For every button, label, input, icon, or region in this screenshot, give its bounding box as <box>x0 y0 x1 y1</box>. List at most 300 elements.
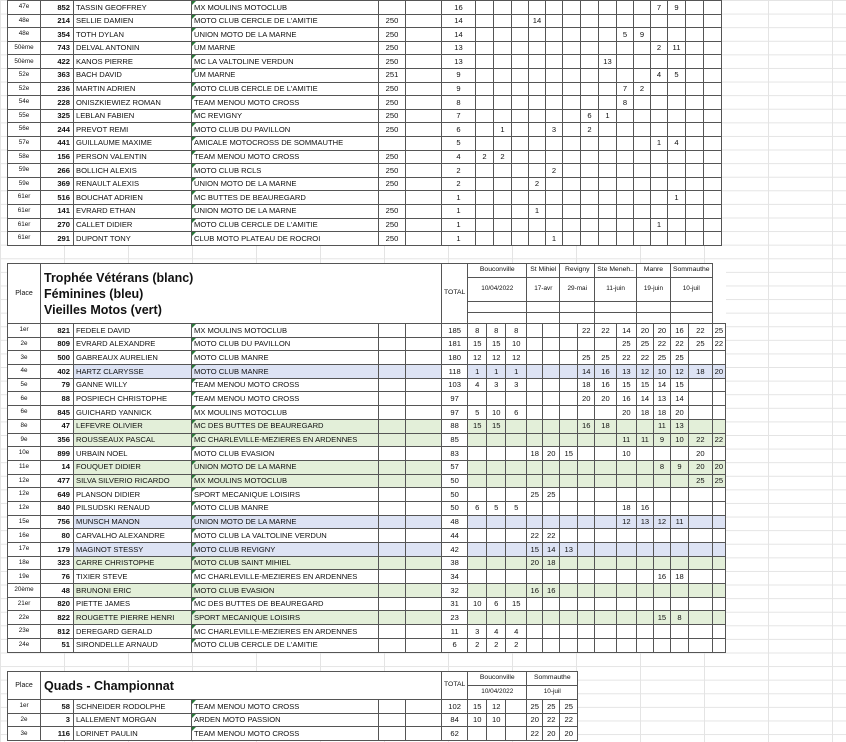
total-points: 6 <box>442 123 476 137</box>
points-cell <box>578 337 595 351</box>
points-cell <box>578 433 595 447</box>
empty-cell <box>406 218 442 232</box>
table-row <box>8 109 722 123</box>
points-cell <box>487 529 506 543</box>
rider-number: 266 <box>41 164 74 178</box>
points-cell: 25 <box>653 351 670 365</box>
total-points: 8 <box>442 96 476 110</box>
empty-cell <box>686 14 704 28</box>
points-cell <box>634 136 651 150</box>
points-cell: 10 <box>487 406 506 420</box>
rider-number: 156 <box>41 150 74 164</box>
points-cell <box>487 474 506 488</box>
empty-cell <box>406 460 442 474</box>
points-cell: 25 <box>560 700 578 714</box>
place-cell: 12e <box>8 474 41 488</box>
points-cell <box>506 584 527 598</box>
rider-number: 291 <box>41 232 74 246</box>
place-cell: 56e <box>8 123 41 137</box>
total-points: 50 <box>442 501 468 515</box>
place-cell: 1er <box>8 324 41 338</box>
points-cell <box>563 28 581 42</box>
points-cell: 5 <box>506 501 527 515</box>
total-points: 97 <box>442 392 468 406</box>
points-cell <box>668 28 686 42</box>
club-name: MC CHARLEVILLE-MEZIERES EN ARDENNES <box>192 625 379 639</box>
place-cell: 55e <box>8 109 41 123</box>
points-cell <box>599 164 617 178</box>
points-cell <box>578 447 595 461</box>
points-cell <box>636 570 653 584</box>
points-cell <box>595 638 616 652</box>
points-cell <box>617 232 634 246</box>
points-cell: 22 <box>712 433 725 447</box>
points-cell <box>712 392 725 406</box>
rider-number: 47 <box>41 419 74 433</box>
points-cell <box>581 150 599 164</box>
points-cell <box>653 625 670 639</box>
empty-cell <box>379 378 406 392</box>
points-cell: 9 <box>668 1 686 15</box>
club-name: UM MARNE <box>192 41 379 55</box>
points-cell: 6 <box>506 406 527 420</box>
rider-number: 840 <box>41 501 74 515</box>
empty-cell <box>704 136 722 150</box>
points-cell: 16 <box>670 324 688 338</box>
place-cell: 4e <box>8 365 41 379</box>
points-cell <box>581 1 599 15</box>
points-cell: 1 <box>494 123 512 137</box>
points-cell <box>543 337 560 351</box>
rider-number: 756 <box>41 515 74 529</box>
points-cell <box>617 41 634 55</box>
points-cell <box>634 150 651 164</box>
rider-number: 79 <box>41 378 74 392</box>
total-points: 181 <box>442 337 468 351</box>
points-cell: 1 <box>487 365 506 379</box>
points-cell <box>712 447 725 461</box>
points-cell <box>578 515 595 529</box>
points-cell <box>581 14 599 28</box>
points-cell <box>581 68 599 82</box>
points-cell: 22 <box>527 727 543 741</box>
empty-cell <box>406 727 442 741</box>
rider-number: 809 <box>41 337 74 351</box>
empty-cell <box>704 232 722 246</box>
points-cell <box>563 68 581 82</box>
points-cell: 22 <box>543 713 560 727</box>
points-cell: 2 <box>651 41 668 55</box>
total-header: TOTAL <box>442 672 468 700</box>
points-cell <box>546 136 563 150</box>
club-name: TEAM MENOU MOTO CROSS <box>192 96 379 110</box>
rider-name: PREVOT REMI <box>74 123 192 137</box>
table-row <box>8 529 726 543</box>
empty-cell <box>686 96 704 110</box>
points-cell <box>494 82 512 96</box>
points-cell <box>529 109 546 123</box>
points-cell: 22 <box>616 351 636 365</box>
cylinder-cell: 250 <box>379 177 406 191</box>
points-cell <box>487 584 506 598</box>
rider-name: EVRARD ETHAN <box>74 204 192 218</box>
points-cell <box>712 515 725 529</box>
points-cell <box>670 584 688 598</box>
rider-number: 852 <box>41 1 74 15</box>
points-cell <box>636 597 653 611</box>
points-cell <box>616 611 636 625</box>
points-cell <box>599 82 617 96</box>
rider-number: 354 <box>41 28 74 42</box>
points-cell <box>634 177 651 191</box>
points-cell <box>616 529 636 543</box>
points-cell: 22 <box>578 324 595 338</box>
points-cell <box>560 488 578 502</box>
empty-cell <box>686 164 704 178</box>
points-cell <box>546 204 563 218</box>
empty-cell <box>704 191 722 205</box>
points-cell <box>634 68 651 82</box>
total-points: 4 <box>442 150 476 164</box>
points-cell <box>617 55 634 69</box>
points-cell: 16 <box>527 584 543 598</box>
club-name: MX MOULINS MOTOCLUB <box>192 324 379 338</box>
club-name: MC LA VALTOLINE VERDUN <box>192 55 379 69</box>
points-cell <box>506 447 527 461</box>
points-cell <box>476 204 494 218</box>
rider-number: 141 <box>41 204 74 218</box>
points-cell: 18 <box>653 406 670 420</box>
rider-name: GANNE WILLY <box>74 378 192 392</box>
points-cell <box>578 488 595 502</box>
points-cell: 4 <box>651 68 668 82</box>
place-cell: 1er <box>8 700 41 714</box>
points-cell <box>468 447 487 461</box>
points-cell: 12 <box>653 515 670 529</box>
club-name: MC DES BUTTES DE BEAUREGARD <box>192 419 379 433</box>
club-name: MC REVIGNY <box>192 109 379 123</box>
place-cell: 48e <box>8 14 41 28</box>
points-cell <box>476 109 494 123</box>
empty-cell <box>406 501 442 515</box>
points-cell <box>494 164 512 178</box>
points-cell <box>712 625 725 639</box>
points-cell <box>543 324 560 338</box>
total-points: 6 <box>442 638 468 652</box>
points-cell: 22 <box>689 433 713 447</box>
empty-cell <box>379 625 406 639</box>
total-points: 16 <box>442 1 476 15</box>
empty-cell <box>406 164 442 178</box>
rider-number: 477 <box>41 474 74 488</box>
points-cell <box>543 406 560 420</box>
place-cell: 6e <box>8 406 41 420</box>
event-name: Sommauthe <box>670 264 712 278</box>
empty-cell <box>379 460 406 474</box>
points-cell <box>651 177 668 191</box>
points-cell <box>636 529 653 543</box>
points-cell <box>506 570 527 584</box>
points-cell <box>668 232 686 246</box>
place-cell: 23e <box>8 625 41 639</box>
points-cell: 20 <box>670 406 688 420</box>
points-cell <box>712 406 725 420</box>
points-cell <box>712 570 725 584</box>
table-row <box>8 324 726 338</box>
points-cell: 15 <box>487 337 506 351</box>
points-cell <box>543 433 560 447</box>
place-cell: 10e <box>8 447 41 461</box>
empty-cell <box>379 419 406 433</box>
points-cell <box>543 351 560 365</box>
empty-cell <box>704 177 722 191</box>
table-row <box>8 96 722 110</box>
points-cell <box>670 488 688 502</box>
points-cell: 18 <box>616 501 636 515</box>
table-row <box>8 597 726 611</box>
points-cell: 13 <box>653 392 670 406</box>
points-cell <box>529 150 546 164</box>
rider-name: SCHNEIDER RODOLPHE <box>74 700 192 714</box>
table-row <box>8 584 726 598</box>
table-row <box>8 727 578 741</box>
total-points: 13 <box>442 55 476 69</box>
rider-name: BACH DAVID <box>74 68 192 82</box>
empty-cell <box>686 68 704 82</box>
empty-cell <box>406 191 442 205</box>
points-cell <box>617 164 634 178</box>
points-cell <box>634 1 651 15</box>
points-cell: 10 <box>506 337 527 351</box>
points-cell <box>546 28 563 42</box>
rider-name: KANOS PIERRE <box>74 55 192 69</box>
title-line-feminines: Féminines (bleu) <box>44 286 144 301</box>
event-name: Sommauthe <box>527 672 578 686</box>
rider-number: 116 <box>41 727 74 741</box>
points-cell <box>689 392 713 406</box>
club-name: MOTO CLUB MANRE <box>192 365 379 379</box>
rider-name: TOTH DYLAN <box>74 28 192 42</box>
points-cell <box>712 638 725 652</box>
empty-cell <box>406 570 442 584</box>
points-cell: 20 <box>527 713 543 727</box>
points-cell: 7 <box>651 1 668 15</box>
rider-name: GUILLAUME MAXIME <box>74 136 192 150</box>
points-cell <box>578 460 595 474</box>
points-cell <box>563 14 581 28</box>
points-cell <box>468 584 487 598</box>
points-cell <box>668 82 686 96</box>
points-cell: 14 <box>670 392 688 406</box>
points-cell <box>527 597 543 611</box>
table-row <box>8 392 726 406</box>
empty-cell <box>686 232 704 246</box>
rider-name: DUPONT TONY <box>74 232 192 246</box>
points-cell: 22 <box>595 324 616 338</box>
points-cell <box>476 14 494 28</box>
club-name: UNION MOTO DE LA MARNE <box>192 460 379 474</box>
points-cell <box>651 164 668 178</box>
empty-cell <box>704 150 722 164</box>
points-cell: 12 <box>468 351 487 365</box>
place-cell: 57e <box>8 136 41 150</box>
empty-cell <box>379 406 406 420</box>
rider-name: LORINET PAULIN <box>74 727 192 741</box>
points-cell: 20 <box>636 324 653 338</box>
points-cell <box>599 14 617 28</box>
rider-name: TIXIER STEVE <box>74 570 192 584</box>
points-cell <box>476 68 494 82</box>
total-points: 31 <box>442 597 468 611</box>
table-row <box>8 82 722 96</box>
points-cell: 18 <box>689 365 713 379</box>
points-cell <box>529 191 546 205</box>
table-row <box>8 177 722 191</box>
points-cell <box>712 488 725 502</box>
table-row <box>8 136 722 150</box>
cylinder-cell <box>379 191 406 205</box>
place-cell: 2e <box>8 337 41 351</box>
rider-name: BOUCHAT ADRIEN <box>74 191 192 205</box>
total-points: 5 <box>442 136 476 150</box>
points-cell <box>634 109 651 123</box>
points-cell: 25 <box>595 351 616 365</box>
empty-cell <box>379 584 406 598</box>
club-name: UM MARNE <box>192 68 379 82</box>
rider-name: URBAIN NOEL <box>74 447 192 461</box>
rider-name: ONISZKIEWIEZ ROMAN <box>74 96 192 110</box>
points-cell <box>529 82 546 96</box>
points-cell: 8 <box>617 96 634 110</box>
empty-cell <box>704 68 722 82</box>
points-cell <box>595 515 616 529</box>
points-cell: 2 <box>487 638 506 652</box>
points-cell <box>712 351 725 365</box>
rider-number: 422 <box>41 55 74 69</box>
points-cell <box>543 501 560 515</box>
points-cell <box>578 597 595 611</box>
points-cell <box>599 68 617 82</box>
points-cell <box>636 638 653 652</box>
points-cell <box>653 638 670 652</box>
rider-number: 51 <box>41 638 74 652</box>
points-cell: 4 <box>668 136 686 150</box>
empty-cell <box>704 109 722 123</box>
place-cell: 17e <box>8 543 41 557</box>
points-cell <box>595 474 616 488</box>
total-points: 14 <box>442 14 476 28</box>
table-row <box>8 378 726 392</box>
points-cell <box>689 419 713 433</box>
points-cell <box>468 474 487 488</box>
points-cell: 1 <box>546 232 563 246</box>
empty-cell <box>686 177 704 191</box>
points-cell: 2 <box>634 82 651 96</box>
points-cell <box>468 515 487 529</box>
points-cell <box>546 191 563 205</box>
points-cell <box>563 136 581 150</box>
cylinder-cell: 250 <box>379 123 406 137</box>
empty-cell <box>686 191 704 205</box>
table-row <box>8 232 722 246</box>
event-date: 17-avr <box>527 278 560 302</box>
empty-cell <box>406 406 442 420</box>
table-row <box>8 488 726 502</box>
points-cell <box>494 204 512 218</box>
total-points: 1 <box>442 191 476 205</box>
club-name: UNION MOTO DE LA MARNE <box>192 204 379 218</box>
points-cell <box>599 1 617 15</box>
points-cell <box>653 529 670 543</box>
points-cell <box>616 556 636 570</box>
points-cell: 16 <box>595 365 616 379</box>
points-cell <box>653 584 670 598</box>
points-cell <box>476 82 494 96</box>
empty-cell <box>704 96 722 110</box>
points-cell: 18 <box>578 378 595 392</box>
club-name: MOTO CLUB CERCLE DE L'AMITIE <box>192 82 379 96</box>
empty-cell <box>379 700 406 714</box>
points-cell <box>560 378 578 392</box>
points-cell <box>595 556 616 570</box>
empty-cell <box>406 96 442 110</box>
total-points: 48 <box>442 515 468 529</box>
points-cell <box>670 556 688 570</box>
points-cell <box>651 191 668 205</box>
place-cell: 20ème <box>8 584 41 598</box>
cylinder-cell: 250 <box>379 150 406 164</box>
points-cell <box>487 543 506 557</box>
points-cell: 22 <box>653 337 670 351</box>
points-cell <box>529 96 546 110</box>
points-cell <box>712 556 725 570</box>
rider-number: 80 <box>41 529 74 543</box>
place-cell: 47e <box>8 1 41 15</box>
club-name: MOTO CLUB CERCLE DE L'AMITIE <box>192 638 379 652</box>
points-cell <box>546 55 563 69</box>
points-cell <box>546 109 563 123</box>
points-cell <box>689 351 713 365</box>
quads-ranking-table <box>7 671 578 741</box>
empty-cell <box>704 164 722 178</box>
place-cell: 22e <box>8 611 41 625</box>
empty-cell <box>704 41 722 55</box>
club-name: MOTO CLUB MANRE <box>192 501 379 515</box>
points-cell <box>595 501 616 515</box>
empty-cell <box>406 82 442 96</box>
empty-cell <box>379 337 406 351</box>
points-cell <box>506 460 527 474</box>
total-points: 23 <box>442 611 468 625</box>
points-cell <box>487 392 506 406</box>
points-cell <box>560 584 578 598</box>
rider-name: MARTIN ADRIEN <box>74 82 192 96</box>
place-cell: 6e <box>8 392 41 406</box>
table-row <box>8 28 722 42</box>
points-cell <box>563 109 581 123</box>
club-name: TEAM MENOU MOTO CROSS <box>192 378 379 392</box>
empty-cell <box>686 204 704 218</box>
total-points: 50 <box>442 474 468 488</box>
points-cell <box>712 501 725 515</box>
points-cell <box>529 136 546 150</box>
points-cell <box>595 625 616 639</box>
rider-name: RENAULT ALEXIS <box>74 177 192 191</box>
club-name: CLUB MOTO PLATEAU DE ROCROI <box>192 232 379 246</box>
empty-cell <box>379 392 406 406</box>
points-cell <box>670 474 688 488</box>
points-cell <box>712 584 725 598</box>
